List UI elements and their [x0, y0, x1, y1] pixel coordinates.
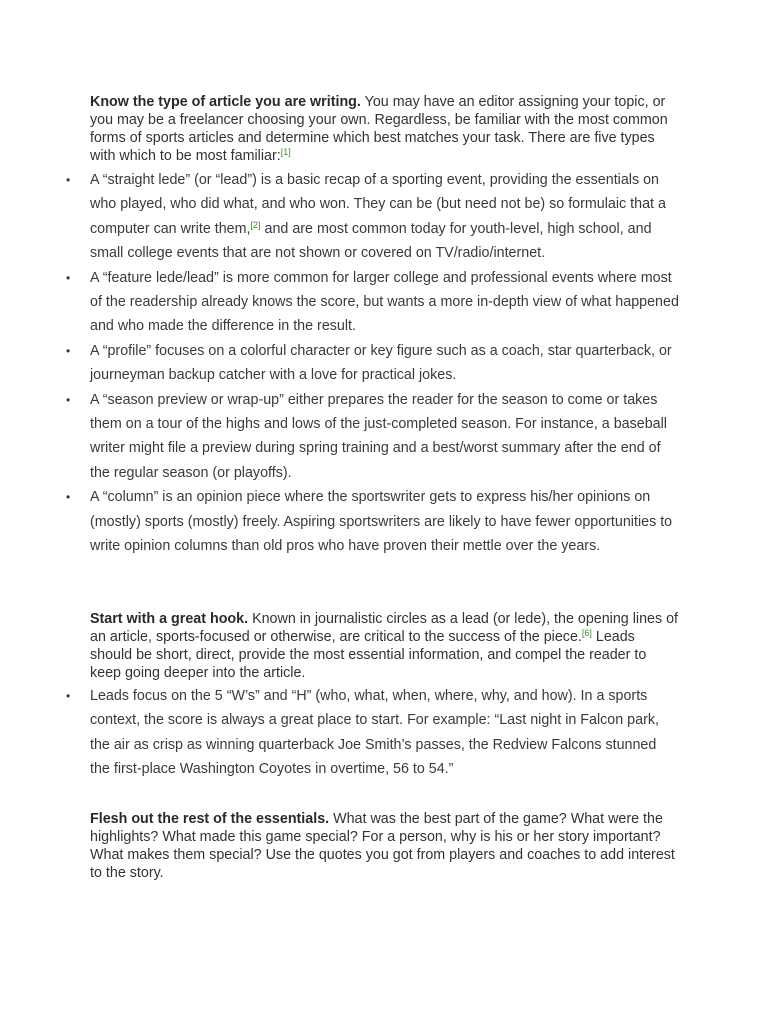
article-types-list — [0, 168, 768, 559]
essentials-paragraph — [90, 810, 680, 882]
list-item: • Leads focus on the 5 “W’s” and “H” (who, what, when, where, why, and how). In a sports context, the score is always a great place to start. For example: “Last night in Falcon park, the air as crisp as winning quarterback Joe Smith’s passes, the Redview Falcons stunned the first-place Washington Coyotes in overtime, 56 to 54.” — [0, 684, 680, 782]
section-heading: Flesh out the rest of the essentials. — [90, 811, 330, 827]
citation-link[interactable]: [2] — [250, 219, 261, 230]
list-item: • A “feature lede/lead” is more common for larger college and professional events where most of the readership already knows the score, but wants a more in-depth view of what happened and who made the difference in the result. — [0, 266, 680, 339]
list-item: • A “straight lede” (or “lead”) is a basic recap of a sporting event, providing the essentials on who played, who did what, and who won. They can be (but need not be) so formulaic that a computer can write them,[2] and are most common today for youth-level, high school, and small college events that are not shown or covered on TV/radio/internet. — [0, 168, 680, 266]
intro-paragraph-types — [90, 93, 680, 165]
citation-link[interactable]: [1] — [280, 147, 291, 157]
paragraph-text: Leads should be short, direct, provide the most essential information, and compel the reader to keep going deeper into the article. — [90, 629, 647, 681]
lead-list — [0, 684, 768, 782]
citation-link[interactable]: [6] — [581, 628, 592, 638]
paragraph-text: You may have an editor assigning your topic, or you may be a freelancer choosing your own. Regardless, be familiar with the most common forms of sports articles and determine which best matches your task. There are five types with which to be most familiar: — [90, 94, 668, 164]
section-heading: Start with a great hook. — [90, 611, 249, 627]
hook-paragraph — [90, 610, 680, 682]
section-heading: Know the type of article you are writing. — [90, 94, 361, 110]
list-item: • A “profile” focuses on a colorful character or key figure such as a coach, star quarterback, or journeyman backup catcher with a love for practical jokes. — [0, 339, 680, 388]
paragraph-text: What was the best part of the game? What were the highlights? What made this game special? For a person, why is his or her story important? What makes them special? Use the quotes you got from players and coaches to add interest to the story. — [90, 811, 675, 881]
paragraph-text: Known in journalistic circles as a lead (or lede), the opening lines of an article, sports-focused or otherwise, are critical to the success of the piece. — [90, 611, 679, 645]
list-item: • A “column” is an opinion piece where the sportswriter gets to express his/her opinions on (mostly) sports (mostly) freely. Aspiring sportswriters are likely to have fewer opportunities to write opinion columns than old pros who have proven their mettle over the years. — [0, 485, 680, 558]
list-item: • A “season preview or wrap-up” either prepares the reader for the season to come or takes them on a tour of the highs and lows of the just-completed season. For instance, a baseball writer might file a preview during spring training and a best/worst summary after the end of the regular season (or playoffs). — [0, 388, 680, 486]
